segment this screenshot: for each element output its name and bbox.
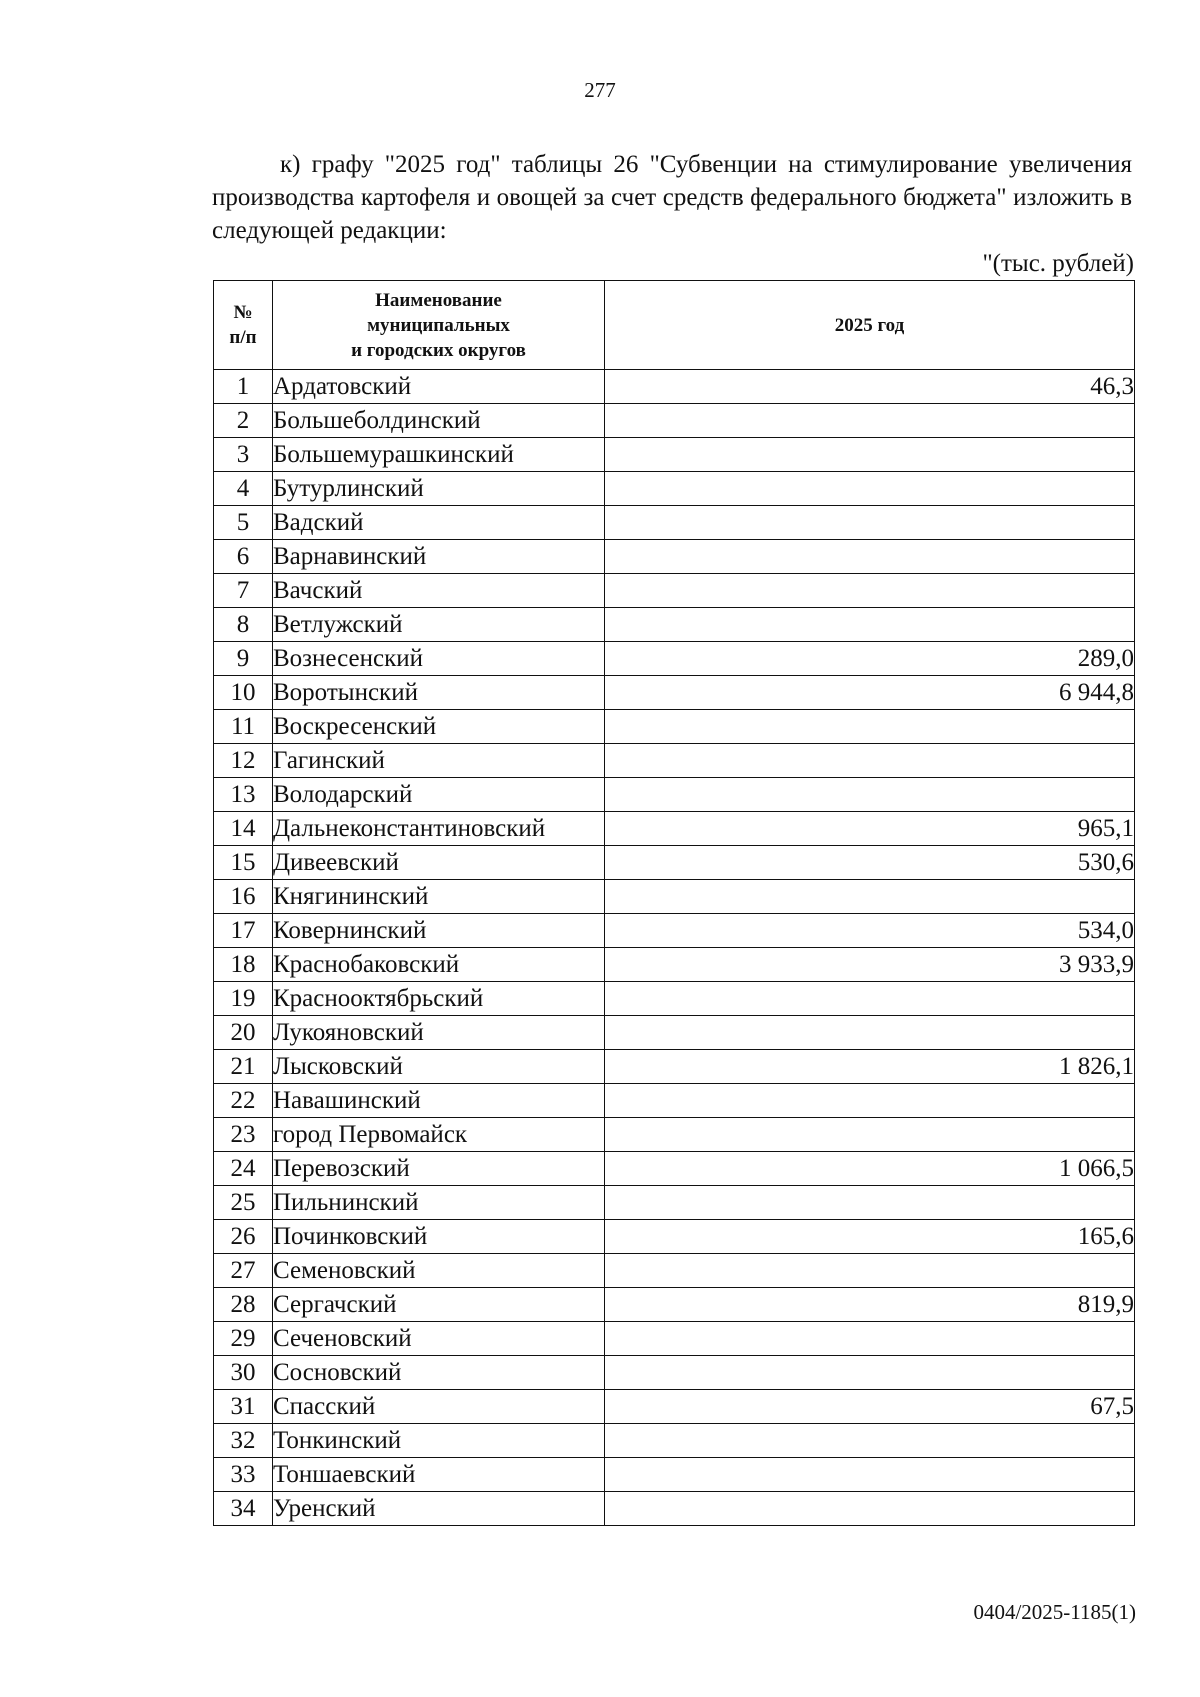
table-row (214, 1016, 1135, 1050)
table-row (214, 1220, 1135, 1254)
row-number: 14 (214, 812, 273, 846)
row-number: 34 (214, 1492, 273, 1526)
municipality-name: Уренский (273, 1492, 605, 1526)
table-row (214, 744, 1135, 778)
amount-2025: 819,9 (605, 1288, 1135, 1322)
amount-2025 (605, 1084, 1135, 1118)
municipality-name: Краснобаковский (273, 948, 605, 982)
municipality-name: Ветлужский (273, 608, 605, 642)
row-number: 26 (214, 1220, 273, 1254)
municipality-name: Перевозский (273, 1152, 605, 1186)
row-number: 29 (214, 1322, 273, 1356)
header-name-line2: муниципальных (367, 314, 510, 336)
header-name-line1: Наименование (375, 289, 502, 311)
table-row (214, 642, 1135, 676)
table-body (214, 370, 1135, 1526)
row-number: 24 (214, 1152, 273, 1186)
intro-paragraph (212, 148, 1132, 247)
amount-2025 (605, 608, 1135, 642)
table-row (214, 1424, 1135, 1458)
municipality-name: Лукояновский (273, 1016, 605, 1050)
row-number: 25 (214, 1186, 273, 1220)
table-row (214, 778, 1135, 812)
amount-2025 (605, 1458, 1135, 1492)
amount-2025: 46,3 (605, 370, 1135, 404)
municipality-name: Семеновский (273, 1254, 605, 1288)
municipality-name: Навашинский (273, 1084, 605, 1118)
amount-2025 (605, 744, 1135, 778)
amount-2025 (605, 1424, 1135, 1458)
municipality-name: Гагинский (273, 744, 605, 778)
table-row (214, 1390, 1135, 1424)
municipality-name: Пильнинский (273, 1186, 605, 1220)
header-name-line3: и городских округов (351, 339, 526, 361)
row-number: 10 (214, 676, 273, 710)
municipality-name: Вознесенский (273, 642, 605, 676)
amount-2025 (605, 472, 1135, 506)
table-row (214, 540, 1135, 574)
row-number: 11 (214, 710, 273, 744)
municipality-name: Дальнеконстантиновский (273, 812, 605, 846)
table-row (214, 1288, 1135, 1322)
row-number: 4 (214, 472, 273, 506)
row-number: 12 (214, 744, 273, 778)
row-number: 23 (214, 1118, 273, 1152)
row-number: 30 (214, 1356, 273, 1390)
municipality-name: Вадский (273, 506, 605, 540)
row-number: 21 (214, 1050, 273, 1084)
table-row (214, 370, 1135, 404)
table-row (214, 472, 1135, 506)
amount-2025 (605, 710, 1135, 744)
row-number: 20 (214, 1016, 273, 1050)
table-row (214, 710, 1135, 744)
amount-2025 (605, 1254, 1135, 1288)
amount-2025 (605, 982, 1135, 1016)
table-row (214, 1186, 1135, 1220)
table-row (214, 1152, 1135, 1186)
amount-2025 (605, 778, 1135, 812)
municipality-name: Вачский (273, 574, 605, 608)
table-header-row (214, 281, 1135, 370)
amount-2025: 67,5 (605, 1390, 1135, 1424)
table-row (214, 1118, 1135, 1152)
row-number: 5 (214, 506, 273, 540)
units-label: "(тыс. рублей) (982, 250, 1134, 277)
municipality-name: Лысковский (273, 1050, 605, 1084)
table-row (214, 948, 1135, 982)
municipality-name: Сеченовский (273, 1322, 605, 1356)
amount-2025 (605, 1016, 1135, 1050)
amount-2025 (605, 1118, 1135, 1152)
municipality-name: Сосновский (273, 1356, 605, 1390)
municipality-name: Починковский (273, 1220, 605, 1254)
table-row (214, 1322, 1135, 1356)
table-row (214, 404, 1135, 438)
amount-2025 (605, 1492, 1135, 1526)
table-row (214, 812, 1135, 846)
table-row (214, 1356, 1135, 1390)
amount-2025: 965,1 (605, 812, 1135, 846)
amount-2025: 1 066,5 (605, 1152, 1135, 1186)
document-code: 0404/2025-1185(1) (973, 1600, 1136, 1624)
municipality-name: Бутурлинский (273, 472, 605, 506)
amount-2025: 530,6 (605, 846, 1135, 880)
table-row (214, 1254, 1135, 1288)
row-number: 16 (214, 880, 273, 914)
amount-2025 (605, 1356, 1135, 1390)
table-row (214, 676, 1135, 710)
amount-2025 (605, 1186, 1135, 1220)
municipality-name: Володарский (273, 778, 605, 812)
header-num-line2: п/п (229, 327, 257, 348)
amount-2025 (605, 506, 1135, 540)
table-row (214, 982, 1135, 1016)
row-number: 32 (214, 1424, 273, 1458)
amount-2025 (605, 574, 1135, 608)
row-number: 7 (214, 574, 273, 608)
row-number: 2 (214, 404, 273, 438)
municipality-name: Большеболдинский (273, 404, 605, 438)
page-number: 277 (584, 78, 616, 102)
amount-2025: 6 944,8 (605, 676, 1135, 710)
row-number: 9 (214, 642, 273, 676)
municipality-name: Тонкинский (273, 1424, 605, 1458)
amount-2025 (605, 1322, 1135, 1356)
table-row (214, 1492, 1135, 1526)
subvention-table (213, 280, 1135, 1526)
municipality-name: Большемурашкинский (273, 438, 605, 472)
header-num-line1: № (233, 302, 253, 323)
table-row (214, 846, 1135, 880)
row-number: 27 (214, 1254, 273, 1288)
table-row (214, 574, 1135, 608)
intro-text: к) графу "2025 год" таблицы 26 "Субвенции на стимулирование увеличения производства картофеля и овощей за счет средств федерального бюджета" изложить в следующей редакции: (212, 151, 1132, 244)
amount-2025: 165,6 (605, 1220, 1135, 1254)
row-number: 19 (214, 982, 273, 1016)
amount-2025: 289,0 (605, 642, 1135, 676)
table-row (214, 1458, 1135, 1492)
municipality-name: Варнавинский (273, 540, 605, 574)
municipality-name: Воротынский (273, 676, 605, 710)
amount-2025: 534,0 (605, 914, 1135, 948)
table-row (214, 914, 1135, 948)
municipality-name: Воскресенский (273, 710, 605, 744)
row-number: 8 (214, 608, 273, 642)
amount-2025 (605, 404, 1135, 438)
row-number: 1 (214, 370, 273, 404)
table-row (214, 608, 1135, 642)
amount-2025 (605, 438, 1135, 472)
amount-2025 (605, 880, 1135, 914)
header-name (273, 281, 605, 370)
municipality-name: город Первомайск (273, 1118, 605, 1152)
row-number: 6 (214, 540, 273, 574)
row-number: 18 (214, 948, 273, 982)
header-year: 2025 год (605, 281, 1135, 370)
municipality-name: Ардатовский (273, 370, 605, 404)
row-number: 31 (214, 1390, 273, 1424)
table-row (214, 1050, 1135, 1084)
row-number: 17 (214, 914, 273, 948)
amount-2025: 3 933,9 (605, 948, 1135, 982)
row-number: 15 (214, 846, 273, 880)
municipality-name: Дивеевский (273, 846, 605, 880)
row-number: 33 (214, 1458, 273, 1492)
municipality-name: Ковернинский (273, 914, 605, 948)
municipality-name: Тоншаевский (273, 1458, 605, 1492)
row-number: 28 (214, 1288, 273, 1322)
table-row (214, 438, 1135, 472)
header-num (214, 281, 273, 370)
table-row (214, 880, 1135, 914)
municipality-name: Краснооктябрьский (273, 982, 605, 1016)
table-row (214, 1084, 1135, 1118)
table-row (214, 506, 1135, 540)
row-number: 13 (214, 778, 273, 812)
row-number: 22 (214, 1084, 273, 1118)
municipality-name: Княгининский (273, 880, 605, 914)
municipality-name: Спасский (273, 1390, 605, 1424)
amount-2025: 1 826,1 (605, 1050, 1135, 1084)
amount-2025 (605, 540, 1135, 574)
municipality-name: Сергачский (273, 1288, 605, 1322)
row-number: 3 (214, 438, 273, 472)
